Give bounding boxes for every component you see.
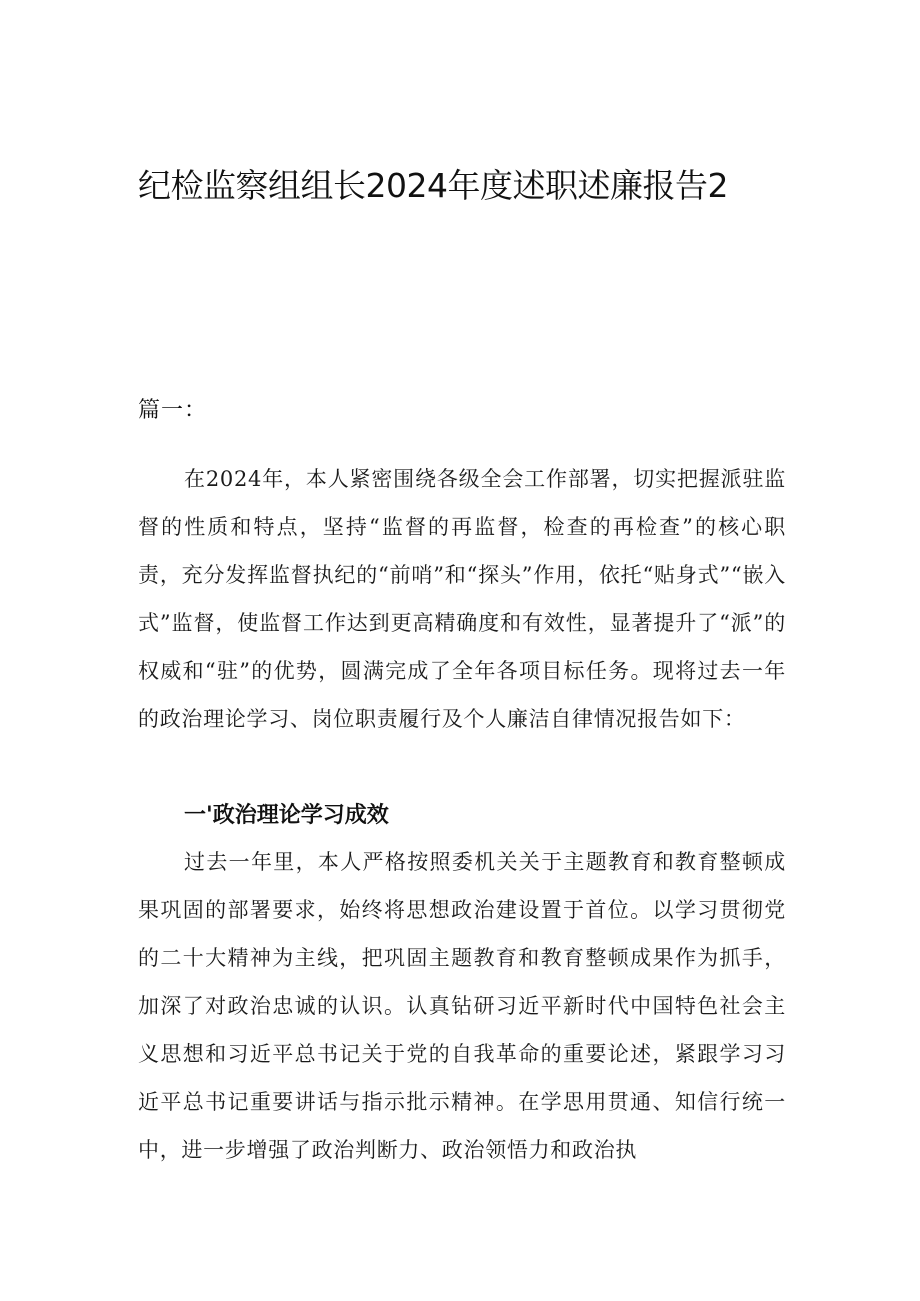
- intro-paragraph: 在2024年，本人紧密围绕各级全会工作部署，切实把握派驻监督的性质和特点，坚持“监督的再监督，检查的再检查”的核心职责，充分发挥监督执纪的“前哨”和“探头”作用，依托“贴身式”“嵌入式”监督，使监督工作达到更高精确度和有效性，显著提升了“派”的权威和“驻”的优势，圆满完成了全年各项目标任务。现将过去一年的政治理论学习、岗位职责履行及个人廉洁自律情况报告如下：: [138, 467, 786, 731]
- document-title: 纪检监察组组长2024年度述职述廉报告2: [138, 166, 728, 205]
- section-heading: 一'政治理论学习成效: [184, 803, 389, 828]
- section-paragraph: 过去一年里，本人严格按照委机关关于主题教育和教育整顿成果巩固的部署要求，始终将思想政治建设置于首位。以学习贯彻党的二十大精神为主线，把巩固主题教育和教育整顿成果作为抓手，加深了对政治忠诚的认识。认真钻研习近平新时代中国特色社会主义思想和习近平总书记关于党的自我革命的重要论述，紧跟学习习近平总书记重要讲话与指示批示精神。在学思用贯通、知信行统一中，进一步增强了政治判断力、政治领悟力和政治执: [138, 850, 786, 1162]
- part-label: 篇一：: [138, 398, 208, 423]
